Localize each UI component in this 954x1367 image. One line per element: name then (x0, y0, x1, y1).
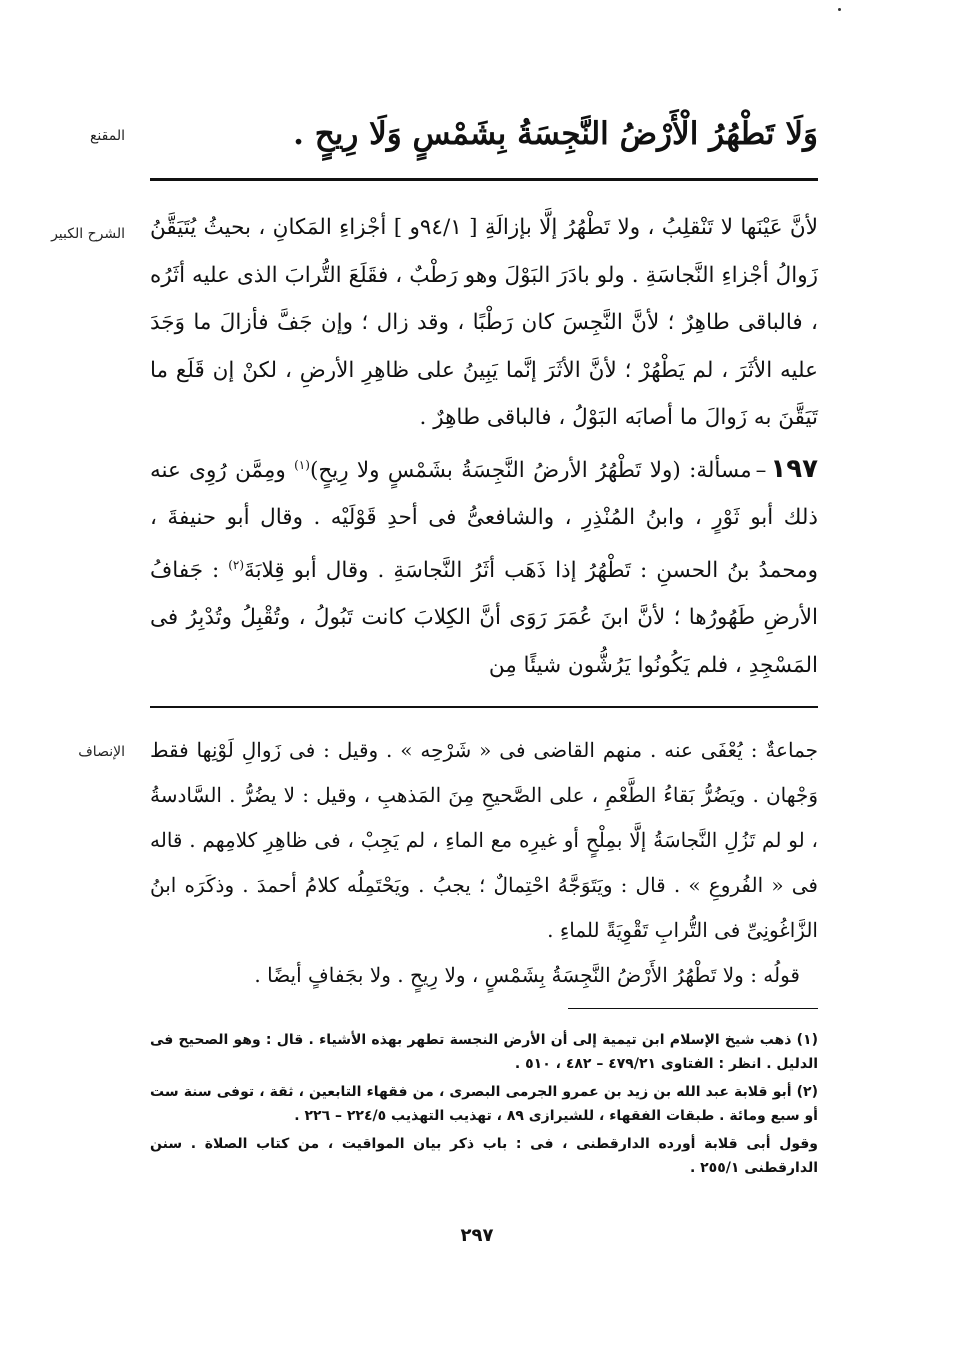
footnotes (150, 1028, 818, 1184)
sharh-paragraph-1: لأنَّ عَيْنَها لا تَنْقلِبُ ، ولا تَطْهُرُ إلَّا بإزالَةِ [ ٩٤/١و ] أجْزاءِ المَكانِ ، بحيثُ يُتَيَقَّنُ زَوالُ أجْزاءِ النَّجاسَةِ . ولو بادَرَ البَوْلَ وهو رَطْبٌ ، فقَلَعَ التُّرابَ الذى عليه أثَرُه ، فالباقى طاهِرٌ ؛ لأنَّ النَّجِسَ كان رَطْبًا ، وقد زال ؛ وإن جَفَّ فأزالَ ما وَجَدَ عليه الأثَرَ ، لم يَطْهُرْ ؛ لأنَّ الأثَرَ إنَّما يَبِينُ على ظاهِرِ الأرضِ ، لكنْ إن قَلَع ما تَيَقَّنَ به زَوالَ ما أصابَه البَوْلُ ، فالباقى طاهِرٌ . (150, 215, 818, 430)
insaf-paragraph-1: جماعةٌ : يُعْفَى عنه . منهم القاضى فى « شَرْحِه » . وقيل : فى زَوالِ لَوْنِها فقط وَجْهان . ويَضُرُّ بَقاءُ الطَّعْمِ ، على الصَّحيحِ مِنَ المَذهبِ ، وقيل : لا يضُرُّ . السَّادسةُ ، لو لم تَزُلِ النَّجاسَةُ إلَّا بمِلْحٍ أو غيرِه مع الماءِ ، لم يَجِبْ ، فى ظاهِرِ كلامِهم . قاله فى « الفُروعِ » . قال : ويَتَوَجَّهُ احْتِمالٌ ؛ يجبُ . ويَحْتَمِلُه كلامُ أحمدَ . وذكَرَه ابنُ الزَّاغُونِىِّ فى التُّرابِ تَقْوِيَةً للماءِ . (150, 738, 818, 942)
footnote-ref-1: (١) (294, 457, 310, 472)
page-number: ٢٩٧ (460, 1225, 494, 1246)
muqni-divider (150, 178, 818, 181)
label-muqni: المقنع (89, 128, 125, 144)
footnote-2-continued: وقول أبى قلابة أورده الدارقطنى ، فى : باب ذكر بيان المواقيت ، من كتاب الصلاة . سنن الدارقطنى ٢٥٥/١ . (150, 1136, 818, 1176)
footnote-ref-2: (٢) (228, 557, 245, 572)
footnote-divider (568, 1008, 818, 1009)
insaf-paragraph-2: قولُه : ولا تَطْهُرُ الأَرْضُ النَّجِسَةُ بِشَمْسٍ ، ولا رِيحٍ . ولا بجَفافٍ أيضًا . (254, 963, 800, 987)
sharh-paragraph-2a: ومِمَّن رُوِى عنه ذلك أبو ثَوْرٍ ، وابنُ المُنْذِرِ ، والشافعىُّ فى أحدِ قَوْلَيْه . وقال أبو حنيفةَ ، ومحمدُ بنُ الحسنِ : تَطْهُرُ إذا ذَهَب أثَرُ النَّجاسَةِ . وقال أبو قِلابَةَ (150, 457, 818, 583)
footnote-1: (١) ذهب شيخ الإسلام ابن تيمية إلى أن الأرض النجسة تطهر بهذه الأشياء . قال : وهو الصحيح فى الدليل . انظر : الفتاوى ٤٧٩/٢١ – ٤٨٢ ، ٥١٠ . (150, 1032, 818, 1072)
sharh-section (150, 204, 818, 689)
label-sharh: الشرح الكبير (51, 226, 125, 242)
issue-line: ١٩٧–مسألة: (ولا تَطْهُرُ الأرضُ النَّجِسَةُ بشَمْسٍ ولا رِيحٍ)$^{(١)}$ ومِمَّن رُوِى عنه ذلك أبو ثَوْرٍ ، وابنُ المُنْذِرِ ، والشافعىُّ فى أحدِ قَوْلَيْه . وقال أبو حنيفةَ ، ومحمدُ بنُ الحسنِ : تَطْهُرُ إذا ذَهَب أثَرُ النَّجاسَةِ . وقال أبو قِلابَةَ$^{(٢)}$ : جَفافُ الأرضِ طَهُورُها ؛ لأنَّ ابنَ عُمَرَ رَوَى أنَّ الكِلابَ كانت تَبُولُ ، وتُقْبِلُ وتُدْبِرُ فى المَسْجِدِ ، فلم يَكُونُوا يَرُشُّون شيئًا مِن (150, 453, 818, 678)
speck (838, 8, 841, 11)
muqni-text: وَلَا تَطْهُرُ الْأَرْضُ النَّجِسَةُ بِشَمْسٍ وَلَا رِيحٍ . (293, 116, 818, 152)
footnote-2: (٢) أبو قلابة عبد الله بن زيد بن عمرو الجرمى البصرى ، من فقهاء التابعين ، ثقة ، توفى سنة ست أو سبع ومائة . طبقات الفقهاء ، للشيرازى ٨٩ ، تهذيب التهذيب ٢٢٤/٥ – ٢٢٦ . (150, 1084, 818, 1124)
issue-intro: مسألة: (ولا تَطْهُرُ الأرضُ النَّجِسَةُ بشَمْسٍ ولا رِيحٍ) (309, 457, 752, 483)
issue-number: ١٩٧ (770, 453, 818, 484)
sharh-paragraph-2b: : جَفافُ الأرضِ طَهُورُها ؛ لأنَّ ابنَ عُمَرَ رَوَى أنَّ الكِلابَ كانت تَبُولُ ، وتُقْبِلُ وتُدْبِرُ فى المَسْجِدِ ، فلم يَكُونُوا يَرُشُّون شيئًا مِن (150, 557, 818, 678)
sharh-divider (150, 706, 818, 708)
insaf-section (150, 728, 818, 998)
label-insaf: الإنصاف (78, 744, 125, 760)
